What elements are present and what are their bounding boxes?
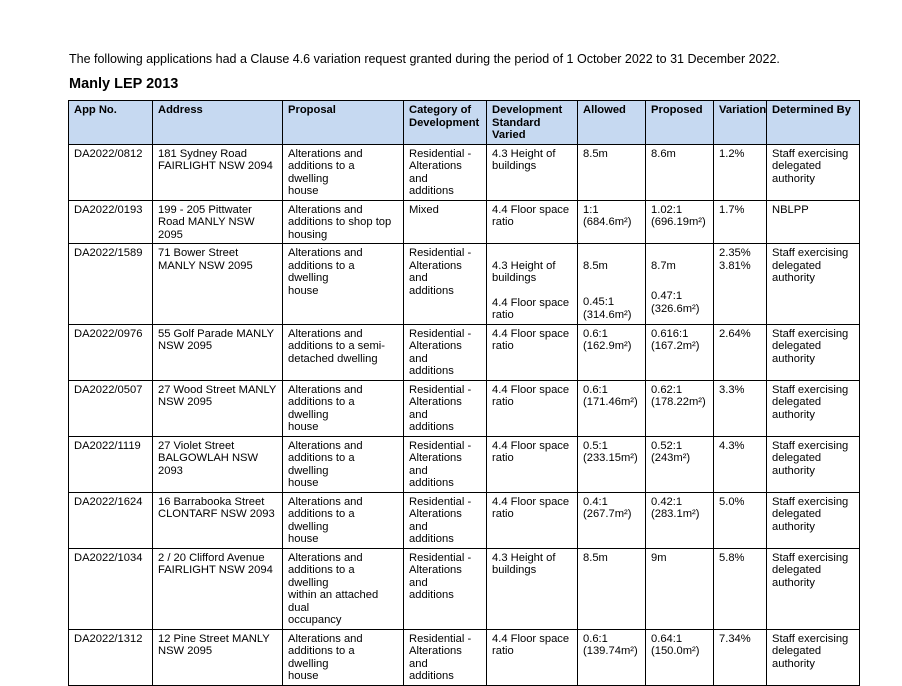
table-row	[69, 436, 860, 492]
cell-proposed	[646, 244, 714, 325]
cell-app-no: DA2022/1589	[69, 244, 153, 325]
cell-determined-by: Staff exercising delegated authority	[767, 492, 860, 548]
variations-table	[68, 100, 860, 686]
table-row	[69, 244, 860, 325]
cell-proposed: 1.02:1 (696.19m²)	[646, 200, 714, 244]
cell-proposal: Alterations and additions to a dwelling house	[283, 436, 404, 492]
cell-category: Residential - Alterations and additions	[404, 244, 487, 325]
cell-address: 199 - 205 Pittwater Road MANLY NSW 2095	[153, 200, 283, 244]
allowed-height: 8.5m	[583, 259, 608, 272]
cell-allowed: 0.6:1 (171.46m²)	[578, 380, 646, 436]
cell-allowed: 0.4:1 (267.7m²)	[578, 492, 646, 548]
table-row	[69, 144, 860, 200]
cell-proposal: Alterations and additions to shop top housing	[283, 200, 404, 244]
proposed-fsr: 0.47:1 (326.6m²)	[651, 290, 700, 315]
cell-variation: 7.34%	[714, 629, 767, 685]
cell-address: 16 Barrabooka Street CLONTARF NSW 2093	[153, 492, 283, 548]
col-header-category: Category of Development	[404, 101, 487, 145]
cell-proposed: 8.6m	[646, 144, 714, 200]
cell-standard	[487, 244, 578, 325]
cell-address: 2 / 20 Clifford Avenue FAIRLIGHT NSW 2094	[153, 548, 283, 629]
cell-variation: 2.35% 3.81%	[714, 244, 767, 325]
cell-standard: 4.4 Floor space ratio	[487, 492, 578, 548]
cell-variation: 4.3%	[714, 436, 767, 492]
cell-standard: 4.4 Floor space ratio	[487, 324, 578, 380]
cell-address: 27 Violet Street BALGOWLAH NSW 2093	[153, 436, 283, 492]
col-header-standard: Development Standard Varied	[487, 101, 578, 145]
cell-proposed: 0.42:1 (283.1m²)	[646, 492, 714, 548]
cell-variation: 5.8%	[714, 548, 767, 629]
col-header-determined-by: Determined By	[767, 101, 860, 145]
cell-category: Residential - Alterations and additions	[404, 324, 487, 380]
table-row	[69, 629, 860, 685]
cell-standard: 4.4 Floor space ratio	[487, 200, 578, 244]
cell-proposed: 0.64:1 (150.0m²)	[646, 629, 714, 685]
cell-app-no: DA2022/1624	[69, 492, 153, 548]
cell-allowed: 8.5m	[578, 548, 646, 629]
cell-category: Residential - Alterations and additions	[404, 548, 487, 629]
cell-address: 181 Sydney Road FAIRLIGHT NSW 2094	[153, 144, 283, 200]
cell-allowed: 0.6:1 (139.74m²)	[578, 629, 646, 685]
col-header-proposed: Proposed	[646, 101, 714, 145]
cell-allowed: 0.5:1 (233.15m²)	[578, 436, 646, 492]
table-header-row	[69, 101, 860, 145]
allowed-fsr: 0.45:1 (314.6m²)	[583, 296, 632, 321]
cell-standard: 4.4 Floor space ratio	[487, 436, 578, 492]
cell-standard: 4.3 Height of buildings	[487, 144, 578, 200]
cell-determined-by: Staff exercising delegated authority	[767, 324, 860, 380]
cell-proposed: 0.62:1 (178.22m²)	[646, 380, 714, 436]
standard-fsr: 4.4 Floor space ratio	[492, 296, 570, 321]
cell-determined-by: NBLPP	[767, 200, 860, 244]
cell-determined-by: Staff exercising delegated authority	[767, 436, 860, 492]
cell-proposal: Alterations and additions to a dwelling house	[283, 244, 404, 325]
cell-standard: 4.4 Floor space ratio	[487, 380, 578, 436]
cell-proposal: Alterations and additions to a dwelling house	[283, 492, 404, 548]
cell-variation: 1.7%	[714, 200, 767, 244]
cell-proposed: 0.52:1 (243m²)	[646, 436, 714, 492]
cell-address: 12 Pine Street MANLY NSW 2095	[153, 629, 283, 685]
cell-address: 71 Bower Street MANLY NSW 2095	[153, 244, 283, 325]
proposed-height: 8.7m	[651, 259, 676, 272]
cell-variation: 2.64%	[714, 324, 767, 380]
cell-variation: 1.2%	[714, 144, 767, 200]
section-heading: Manly LEP 2013	[69, 76, 179, 92]
cell-allowed: 0.6:1 (162.9m²)	[578, 324, 646, 380]
cell-variation: 3.3%	[714, 380, 767, 436]
cell-determined-by: Staff exercising delegated authority	[767, 144, 860, 200]
cell-category: Residential - Alterations and additions	[404, 629, 487, 685]
cell-allowed: 1:1 (684.6m²)	[578, 200, 646, 244]
cell-app-no: DA2022/0976	[69, 324, 153, 380]
cell-standard: 4.4 Floor space ratio	[487, 629, 578, 685]
cell-determined-by: Staff exercising delegated authority	[767, 244, 860, 325]
table-row	[69, 380, 860, 436]
table-row	[69, 492, 860, 548]
cell-proposal: Alterations and additions to a dwelling within an attached dual occupancy	[283, 548, 404, 629]
cell-determined-by: Staff exercising delegated authority	[767, 380, 860, 436]
col-header-variation: Variation	[714, 101, 767, 145]
table-row	[69, 200, 860, 244]
table-row	[69, 548, 860, 629]
cell-app-no: DA2022/0812	[69, 144, 153, 200]
cell-determined-by: Staff exercising delegated authority	[767, 629, 860, 685]
intro-text: The following applications had a Clause 4.6 variation request granted during the period of 1 October 2022 to 31 December 2022.	[69, 52, 780, 66]
cell-address: 27 Wood Street MANLY NSW 2095	[153, 380, 283, 436]
cell-proposed: 9m	[646, 548, 714, 629]
cell-proposal: Alterations and additions to a dwelling house	[283, 629, 404, 685]
cell-address: 55 Golf Parade MANLY NSW 2095	[153, 324, 283, 380]
col-header-app-no: App No.	[69, 101, 153, 145]
cell-app-no: DA2022/1119	[69, 436, 153, 492]
cell-proposal: Alterations and additions to a dwelling house	[283, 380, 404, 436]
col-header-address: Address	[153, 101, 283, 145]
cell-category: Residential - Alterations and additions	[404, 144, 487, 200]
cell-proposed: 0.616:1 (167.2m²)	[646, 324, 714, 380]
cell-app-no: DA2022/0507	[69, 380, 153, 436]
cell-category: Residential - Alterations and additions	[404, 436, 487, 492]
cell-category: Residential - Alterations and additions	[404, 380, 487, 436]
cell-app-no: DA2022/1312	[69, 629, 153, 685]
cell-category: Residential - Alterations and additions	[404, 492, 487, 548]
cell-category: Mixed	[404, 200, 487, 244]
cell-proposal: Alterations and additions to a dwelling house	[283, 144, 404, 200]
standard-height: 4.3 Height of buildings	[492, 259, 556, 284]
col-header-allowed: Allowed	[578, 101, 646, 145]
cell-determined-by: Staff exercising delegated authority	[767, 548, 860, 629]
cell-app-no: DA2022/0193	[69, 200, 153, 244]
cell-standard: 4.3 Height of buildings	[487, 548, 578, 629]
cell-allowed: 8.5m	[578, 144, 646, 200]
cell-app-no: DA2022/1034	[69, 548, 153, 629]
cell-proposal: Alterations and additions to a semi- detached dwelling	[283, 324, 404, 380]
cell-variation: 5.0%	[714, 492, 767, 548]
col-header-proposal: Proposal	[283, 101, 404, 145]
cell-allowed	[578, 244, 646, 325]
table-row	[69, 324, 860, 380]
